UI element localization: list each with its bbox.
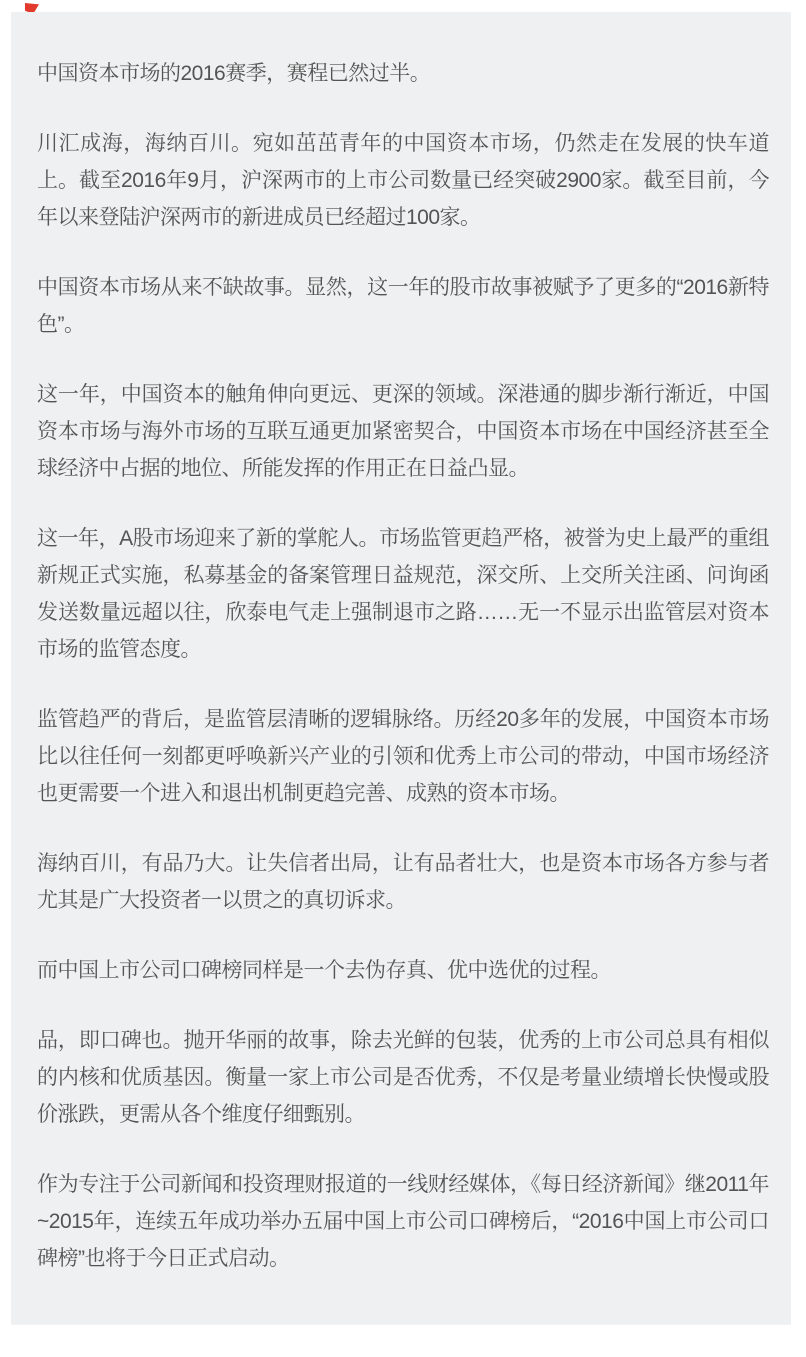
article-paragraph: 中国资本市场从来不缺故事。显然，这一年的股市故事被赋予了更多的“2016新特色”。 (37, 276, 769, 336)
article-paragraph: 海纳百川，有品乃大。让失信者出局，让有品者壮大，也是资本市场各方参与者尤其是广大投资者一以贯之的真切诉求。 (37, 852, 769, 912)
article-paragraph: 作为专注于公司新闻和投资理财报道的一线财经媒体，《每日经济新闻》继2011年~2015年，连续五年成功举办五届中国上市公司口碑榜后，“2016中国上市公司口碑榜”也将于今日正式启动。 (37, 1173, 769, 1270)
article-paragraph: 中国资本市场的2016赛季，赛程已然过半。 (37, 62, 431, 85)
article-paragraph: 而中国上市公司口碑榜同样是一个去伪存真、优中选优的过程。 (37, 959, 611, 982)
article-paragraph: 这一年，中国资本的触角伸向更远、更深的领域。深港通的脚步渐行渐近，中国资本市场与海外市场的互联互通更加紧密契合，中国资本市场在中国经济甚至全球经济中占据的地位、所能发挥的作用正在日益凸显。 (37, 383, 769, 480)
article-paragraph: 品，即口碑也。抛开华丽的故事，除去光鲜的包装，优秀的上市公司总具有相似的内核和优质基因。衡量一家上市公司是否优秀，不仅是考量业绩增长快慢或股价涨跌，更需从各个维度仔细甄别。 (37, 1029, 769, 1126)
article-card (11, 12, 791, 1324)
article-paragraph: 这一年，A股市场迎来了新的掌舵人。市场监管更趋严格，被誉为史上最严的重组新规正式实施，私募基金的备案管理日益规范，深交所、上交所关注函、问询函发送数量远超以往，欣泰电气走上强制退市之路……无一不显示出监管层对资本市场的监管态度。 (37, 527, 769, 661)
article-paragraph: 监管趋严的背后，是监管层清晰的逻辑脉络。历经20多年的发展，中国资本市场比以往任何一刻都更呼唤新兴产业的引领和优秀上市公司的带动，中国市场经济也更需要一个进入和退出机制更趋完善、成熟的资本市场。 (37, 708, 769, 805)
article-paragraph: 川汇成海，海纳百川。宛如茁茁青年的中国资本市场，仍然走在发展的快车道上。截至2016年9月，沪深两市的上市公司数量已经突破2900家。截至目前，今年以来登陆沪深两市的新进成员已经超过100家。 (37, 132, 769, 229)
